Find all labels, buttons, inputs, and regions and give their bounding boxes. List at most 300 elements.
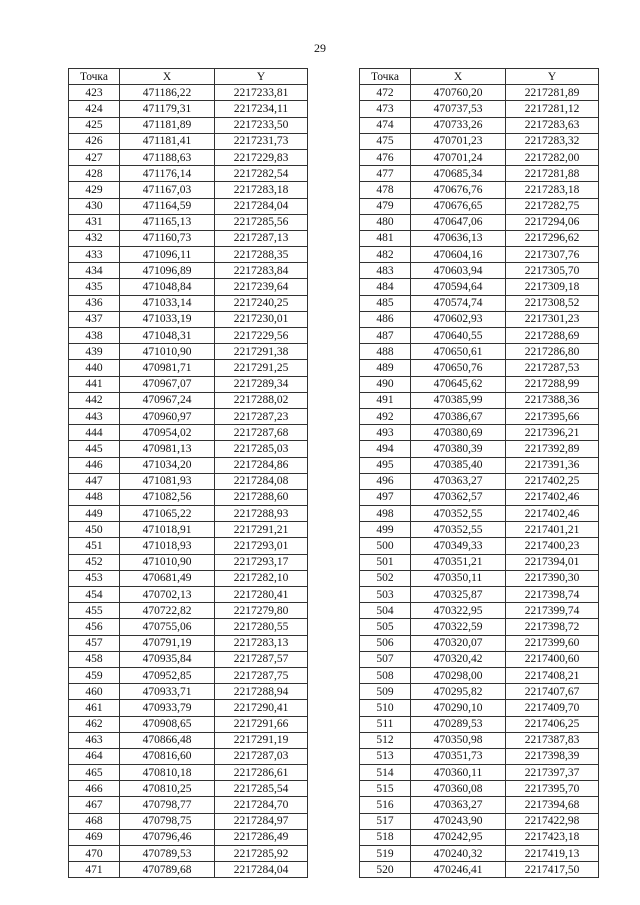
point-number-cell: 482 — [360, 247, 411, 263]
x-coordinate-cell: 470322,95 — [411, 603, 506, 619]
y-coordinate-cell: 2217400,23 — [506, 538, 599, 554]
x-coordinate-cell: 470810,25 — [120, 781, 215, 797]
x-coordinate-cell: 470360,08 — [411, 781, 506, 797]
table-row — [69, 85, 308, 101]
point-number-cell: 487 — [360, 328, 411, 344]
point-number-cell: 469 — [69, 829, 120, 845]
x-coordinate-cell: 470722,82 — [120, 603, 215, 619]
table-row — [69, 182, 308, 198]
y-coordinate-cell: 2217281,89 — [506, 85, 599, 101]
y-coordinate-cell: 2217282,00 — [506, 149, 599, 165]
table-row — [360, 360, 599, 376]
y-coordinate-cell: 2217284,97 — [215, 813, 308, 829]
table-row — [69, 700, 308, 716]
point-number-cell: 465 — [69, 765, 120, 781]
y-coordinate-cell: 2217293,01 — [215, 538, 308, 554]
x-coordinate-cell: 470298,00 — [411, 667, 506, 683]
point-number-cell: 450 — [69, 522, 120, 538]
table-row — [69, 538, 308, 554]
table-row — [360, 732, 599, 748]
x-coordinate-cell: 470322,59 — [411, 619, 506, 635]
y-coordinate-cell: 2217409,70 — [506, 700, 599, 716]
x-coordinate-cell: 470351,73 — [411, 748, 506, 764]
y-coordinate-cell: 2217287,03 — [215, 748, 308, 764]
x-coordinate-cell: 470636,13 — [411, 230, 506, 246]
table-row — [69, 295, 308, 311]
table-row — [360, 635, 599, 651]
table-row — [360, 813, 599, 829]
x-coordinate-cell: 470702,13 — [120, 587, 215, 603]
table-row — [69, 619, 308, 635]
table-row — [69, 344, 308, 360]
x-coordinate-cell: 470981,71 — [120, 360, 215, 376]
point-number-cell: 456 — [69, 619, 120, 635]
x-coordinate-cell: 471164,59 — [120, 198, 215, 214]
y-coordinate-cell: 2217387,83 — [506, 732, 599, 748]
x-coordinate-cell: 471179,31 — [120, 101, 215, 117]
point-number-cell: 501 — [360, 554, 411, 570]
y-coordinate-cell: 2217308,52 — [506, 295, 599, 311]
x-coordinate-cell: 470789,53 — [120, 846, 215, 862]
point-number-cell: 466 — [69, 781, 120, 797]
y-coordinate-cell: 2217390,30 — [506, 570, 599, 586]
point-number-cell: 458 — [69, 651, 120, 667]
table-row — [360, 457, 599, 473]
point-number-cell: 435 — [69, 279, 120, 295]
table-row — [69, 765, 308, 781]
point-number-cell: 508 — [360, 667, 411, 683]
x-coordinate-cell: 470240,32 — [411, 846, 506, 862]
table-row — [69, 506, 308, 522]
y-coordinate-cell: 2217288,93 — [215, 506, 308, 522]
y-coordinate-cell: 2217296,62 — [506, 230, 599, 246]
table-row — [360, 344, 599, 360]
table-row — [360, 263, 599, 279]
y-coordinate-cell: 2217392,89 — [506, 441, 599, 457]
point-number-cell: 493 — [360, 425, 411, 441]
point-number-cell: 425 — [69, 117, 120, 133]
y-coordinate-cell: 2217233,50 — [215, 117, 308, 133]
table-row — [69, 522, 308, 538]
header-y: Y — [215, 69, 308, 85]
point-number-cell: 460 — [69, 684, 120, 700]
table-row — [69, 133, 308, 149]
point-number-cell: 512 — [360, 732, 411, 748]
point-number-cell: 473 — [360, 101, 411, 117]
y-coordinate-cell: 2217291,19 — [215, 732, 308, 748]
table-row — [360, 781, 599, 797]
y-coordinate-cell: 2217417,50 — [506, 862, 599, 878]
y-coordinate-cell: 2217406,25 — [506, 716, 599, 732]
x-coordinate-cell: 470701,24 — [411, 149, 506, 165]
table-row — [69, 392, 308, 408]
y-coordinate-cell: 2217394,01 — [506, 554, 599, 570]
point-number-cell: 488 — [360, 344, 411, 360]
table-row — [360, 85, 599, 101]
point-number-cell: 479 — [360, 198, 411, 214]
table-row — [69, 198, 308, 214]
point-number-cell: 453 — [69, 570, 120, 586]
point-number-cell: 457 — [69, 635, 120, 651]
x-coordinate-cell: 471033,19 — [120, 311, 215, 327]
point-number-cell: 496 — [360, 473, 411, 489]
y-coordinate-cell: 2217286,80 — [506, 344, 599, 360]
x-coordinate-cell: 470967,24 — [120, 392, 215, 408]
x-coordinate-cell: 471034,20 — [120, 457, 215, 473]
point-number-cell: 475 — [360, 133, 411, 149]
y-coordinate-cell: 2217287,13 — [215, 230, 308, 246]
y-coordinate-cell: 2217402,46 — [506, 489, 599, 505]
y-coordinate-cell: 2217283,84 — [215, 263, 308, 279]
x-coordinate-cell: 471181,41 — [120, 133, 215, 149]
x-coordinate-cell: 470791,19 — [120, 635, 215, 651]
header-x: X — [411, 69, 506, 85]
table-row — [69, 829, 308, 845]
x-coordinate-cell: 470574,74 — [411, 295, 506, 311]
point-number-cell: 499 — [360, 522, 411, 538]
point-number-cell: 433 — [69, 247, 120, 263]
table-row — [360, 247, 599, 263]
y-coordinate-cell: 2217399,60 — [506, 635, 599, 651]
x-coordinate-cell: 470604,16 — [411, 247, 506, 263]
point-number-cell: 462 — [69, 716, 120, 732]
x-coordinate-cell: 471167,03 — [120, 182, 215, 198]
point-number-cell: 438 — [69, 328, 120, 344]
table-row — [360, 506, 599, 522]
y-coordinate-cell: 2217284,04 — [215, 862, 308, 878]
header-point: Точка — [69, 69, 120, 85]
point-number-cell: 504 — [360, 603, 411, 619]
table-row — [69, 489, 308, 505]
x-coordinate-cell: 470380,39 — [411, 441, 506, 457]
table-row — [69, 570, 308, 586]
y-coordinate-cell: 2217283,63 — [506, 117, 599, 133]
x-coordinate-cell: 470798,77 — [120, 797, 215, 813]
y-coordinate-cell: 2217398,74 — [506, 587, 599, 603]
point-number-cell: 423 — [69, 85, 120, 101]
y-coordinate-cell: 2217282,75 — [506, 198, 599, 214]
y-coordinate-cell: 2217422,98 — [506, 813, 599, 829]
point-number-cell: 519 — [360, 846, 411, 862]
point-number-cell: 451 — [69, 538, 120, 554]
table-row — [69, 376, 308, 392]
point-number-cell: 517 — [360, 813, 411, 829]
x-coordinate-cell: 471082,56 — [120, 489, 215, 505]
point-number-cell: 516 — [360, 797, 411, 813]
y-coordinate-cell: 2217289,34 — [215, 376, 308, 392]
x-coordinate-cell: 470681,49 — [120, 570, 215, 586]
x-coordinate-cell: 470647,06 — [411, 214, 506, 230]
x-coordinate-cell: 470816,60 — [120, 748, 215, 764]
point-number-cell: 476 — [360, 149, 411, 165]
y-coordinate-cell: 2217395,66 — [506, 408, 599, 424]
x-coordinate-cell: 471188,63 — [120, 149, 215, 165]
point-number-cell: 481 — [360, 230, 411, 246]
y-coordinate-cell: 2217281,88 — [506, 166, 599, 182]
y-coordinate-cell: 2217402,25 — [506, 473, 599, 489]
point-number-cell: 459 — [69, 667, 120, 683]
coordinates-table-right — [359, 68, 599, 878]
point-number-cell: 436 — [69, 295, 120, 311]
x-coordinate-cell: 470290,10 — [411, 700, 506, 716]
y-coordinate-cell: 2217407,67 — [506, 684, 599, 700]
x-coordinate-cell: 470362,57 — [411, 489, 506, 505]
y-coordinate-cell: 2217301,23 — [506, 311, 599, 327]
table-row — [360, 376, 599, 392]
point-number-cell: 511 — [360, 716, 411, 732]
y-coordinate-cell: 2217234,11 — [215, 101, 308, 117]
y-coordinate-cell: 2217280,55 — [215, 619, 308, 635]
point-number-cell: 443 — [69, 408, 120, 424]
table-row — [69, 214, 308, 230]
point-number-cell: 471 — [69, 862, 120, 878]
table-row — [69, 813, 308, 829]
x-coordinate-cell: 470933,71 — [120, 684, 215, 700]
table-row — [360, 473, 599, 489]
table-row — [360, 182, 599, 198]
x-coordinate-cell: 470789,68 — [120, 862, 215, 878]
x-coordinate-cell: 470676,76 — [411, 182, 506, 198]
table-row — [360, 198, 599, 214]
y-coordinate-cell: 2217291,25 — [215, 360, 308, 376]
y-coordinate-cell: 2217291,66 — [215, 716, 308, 732]
y-coordinate-cell: 2217398,72 — [506, 619, 599, 635]
point-number-cell: 478 — [360, 182, 411, 198]
point-number-cell: 444 — [69, 425, 120, 441]
x-coordinate-cell: 471010,90 — [120, 344, 215, 360]
point-number-cell: 518 — [360, 829, 411, 845]
y-coordinate-cell: 2217287,68 — [215, 425, 308, 441]
page-number: 29 — [314, 41, 326, 55]
x-coordinate-cell: 471096,89 — [120, 263, 215, 279]
y-coordinate-cell: 2217229,56 — [215, 328, 308, 344]
header-row — [69, 69, 308, 85]
point-number-cell: 502 — [360, 570, 411, 586]
table-row — [360, 570, 599, 586]
x-coordinate-cell: 470320,42 — [411, 651, 506, 667]
y-coordinate-cell: 2217419,13 — [506, 846, 599, 862]
point-number-cell: 491 — [360, 392, 411, 408]
point-number-cell: 486 — [360, 311, 411, 327]
x-coordinate-cell: 471033,14 — [120, 295, 215, 311]
y-coordinate-cell: 2217288,35 — [215, 247, 308, 263]
point-number-cell: 461 — [69, 700, 120, 716]
point-number-cell: 431 — [69, 214, 120, 230]
x-coordinate-cell: 470701,23 — [411, 133, 506, 149]
y-coordinate-cell: 2217286,49 — [215, 829, 308, 845]
point-number-cell: 447 — [69, 473, 120, 489]
y-coordinate-cell: 2217288,02 — [215, 392, 308, 408]
table-row — [360, 587, 599, 603]
x-coordinate-cell: 470603,94 — [411, 263, 506, 279]
x-coordinate-cell: 470363,27 — [411, 797, 506, 813]
table-row — [360, 441, 599, 457]
x-coordinate-cell: 470685,34 — [411, 166, 506, 182]
x-coordinate-cell: 470246,41 — [411, 862, 506, 878]
x-coordinate-cell: 470380,69 — [411, 425, 506, 441]
x-coordinate-cell: 471160,73 — [120, 230, 215, 246]
x-coordinate-cell: 470295,82 — [411, 684, 506, 700]
table-row — [360, 149, 599, 165]
table-row — [69, 117, 308, 133]
y-coordinate-cell: 2217402,46 — [506, 506, 599, 522]
y-coordinate-cell: 2217285,92 — [215, 846, 308, 862]
y-coordinate-cell: 2217240,25 — [215, 295, 308, 311]
point-number-cell: 472 — [360, 85, 411, 101]
x-coordinate-cell: 470385,99 — [411, 392, 506, 408]
table-row — [69, 797, 308, 813]
point-number-cell: 490 — [360, 376, 411, 392]
table-row — [69, 748, 308, 764]
table-row — [360, 133, 599, 149]
y-coordinate-cell: 2217283,32 — [506, 133, 599, 149]
y-coordinate-cell: 2217398,39 — [506, 748, 599, 764]
point-number-cell: 484 — [360, 279, 411, 295]
y-coordinate-cell: 2217283,18 — [215, 182, 308, 198]
y-coordinate-cell: 2217281,12 — [506, 101, 599, 117]
x-coordinate-cell: 470352,55 — [411, 522, 506, 538]
table-row — [69, 554, 308, 570]
table-row — [69, 587, 308, 603]
point-number-cell: 492 — [360, 408, 411, 424]
point-number-cell: 454 — [69, 587, 120, 603]
point-number-cell: 442 — [69, 392, 120, 408]
table-row — [360, 295, 599, 311]
table-row — [69, 230, 308, 246]
y-coordinate-cell: 2217284,04 — [215, 198, 308, 214]
table-row — [360, 700, 599, 716]
y-coordinate-cell: 2217233,81 — [215, 85, 308, 101]
table-row — [360, 214, 599, 230]
y-coordinate-cell: 2217230,01 — [215, 311, 308, 327]
table-row — [360, 862, 599, 878]
y-coordinate-cell: 2217287,23 — [215, 408, 308, 424]
x-coordinate-cell: 471048,31 — [120, 328, 215, 344]
table-row — [69, 441, 308, 457]
point-number-cell: 432 — [69, 230, 120, 246]
x-coordinate-cell: 471165,13 — [120, 214, 215, 230]
y-coordinate-cell: 2217309,18 — [506, 279, 599, 295]
y-coordinate-cell: 2217288,94 — [215, 684, 308, 700]
point-number-cell: 510 — [360, 700, 411, 716]
x-coordinate-cell: 470594,64 — [411, 279, 506, 295]
x-coordinate-cell: 470242,95 — [411, 829, 506, 845]
y-coordinate-cell: 2217290,41 — [215, 700, 308, 716]
x-coordinate-cell: 470967,07 — [120, 376, 215, 392]
y-coordinate-cell: 2217291,21 — [215, 522, 308, 538]
y-coordinate-cell: 2217282,54 — [215, 166, 308, 182]
table-row — [360, 230, 599, 246]
x-coordinate-cell: 470645,62 — [411, 376, 506, 392]
point-number-cell: 429 — [69, 182, 120, 198]
x-coordinate-cell: 470640,55 — [411, 328, 506, 344]
coordinates-table-left — [68, 68, 308, 878]
y-coordinate-cell: 2217285,56 — [215, 214, 308, 230]
y-coordinate-cell: 2217239,64 — [215, 279, 308, 295]
table-row — [360, 166, 599, 182]
table-row — [360, 667, 599, 683]
y-coordinate-cell: 2217305,70 — [506, 263, 599, 279]
point-number-cell: 468 — [69, 813, 120, 829]
y-coordinate-cell: 2217284,08 — [215, 473, 308, 489]
table-row — [69, 781, 308, 797]
x-coordinate-cell: 470676,65 — [411, 198, 506, 214]
x-coordinate-cell: 471010,90 — [120, 554, 215, 570]
table-row — [69, 408, 308, 424]
table-row — [69, 667, 308, 683]
table-row — [69, 247, 308, 263]
table-row — [69, 311, 308, 327]
header-y: Y — [506, 69, 599, 85]
y-coordinate-cell: 2217284,86 — [215, 457, 308, 473]
y-coordinate-cell: 2217293,17 — [215, 554, 308, 570]
point-number-cell: 480 — [360, 214, 411, 230]
point-number-cell: 439 — [69, 344, 120, 360]
x-coordinate-cell: 470798,75 — [120, 813, 215, 829]
point-number-cell: 495 — [360, 457, 411, 473]
x-coordinate-cell: 471176,14 — [120, 166, 215, 182]
x-coordinate-cell: 470349,33 — [411, 538, 506, 554]
point-number-cell: 503 — [360, 587, 411, 603]
header-row — [360, 69, 599, 85]
header-point: Точка — [360, 69, 411, 85]
point-number-cell: 434 — [69, 263, 120, 279]
y-coordinate-cell: 2217287,75 — [215, 667, 308, 683]
y-coordinate-cell: 2217229,83 — [215, 149, 308, 165]
table-row — [360, 538, 599, 554]
table-row — [360, 101, 599, 117]
point-number-cell: 470 — [69, 846, 120, 862]
y-coordinate-cell: 2217294,06 — [506, 214, 599, 230]
table-row — [360, 651, 599, 667]
x-coordinate-cell: 471018,93 — [120, 538, 215, 554]
point-number-cell: 452 — [69, 554, 120, 570]
table-row — [69, 166, 308, 182]
x-coordinate-cell: 470796,46 — [120, 829, 215, 845]
y-coordinate-cell: 2217291,38 — [215, 344, 308, 360]
table-row — [69, 263, 308, 279]
table-row — [69, 425, 308, 441]
point-number-cell: 424 — [69, 101, 120, 117]
table-row — [360, 425, 599, 441]
x-coordinate-cell: 470363,27 — [411, 473, 506, 489]
table-row — [69, 473, 308, 489]
x-coordinate-cell: 470755,06 — [120, 619, 215, 635]
table-row — [360, 829, 599, 845]
x-coordinate-cell: 470320,07 — [411, 635, 506, 651]
y-coordinate-cell: 2217279,80 — [215, 603, 308, 619]
x-coordinate-cell: 470933,79 — [120, 700, 215, 716]
x-coordinate-cell: 470350,11 — [411, 570, 506, 586]
y-coordinate-cell: 2217396,21 — [506, 425, 599, 441]
y-coordinate-cell: 2217307,76 — [506, 247, 599, 263]
table-row — [360, 748, 599, 764]
table-row — [360, 117, 599, 133]
point-number-cell: 430 — [69, 198, 120, 214]
table-row — [360, 619, 599, 635]
point-number-cell: 437 — [69, 311, 120, 327]
x-coordinate-cell: 470650,76 — [411, 360, 506, 376]
y-coordinate-cell: 2217395,70 — [506, 781, 599, 797]
point-number-cell: 497 — [360, 489, 411, 505]
table-row — [69, 651, 308, 667]
x-coordinate-cell: 470385,40 — [411, 457, 506, 473]
point-number-cell: 445 — [69, 441, 120, 457]
point-number-cell: 427 — [69, 149, 120, 165]
y-coordinate-cell: 2217288,99 — [506, 376, 599, 392]
point-number-cell: 467 — [69, 797, 120, 813]
x-coordinate-cell: 470650,61 — [411, 344, 506, 360]
